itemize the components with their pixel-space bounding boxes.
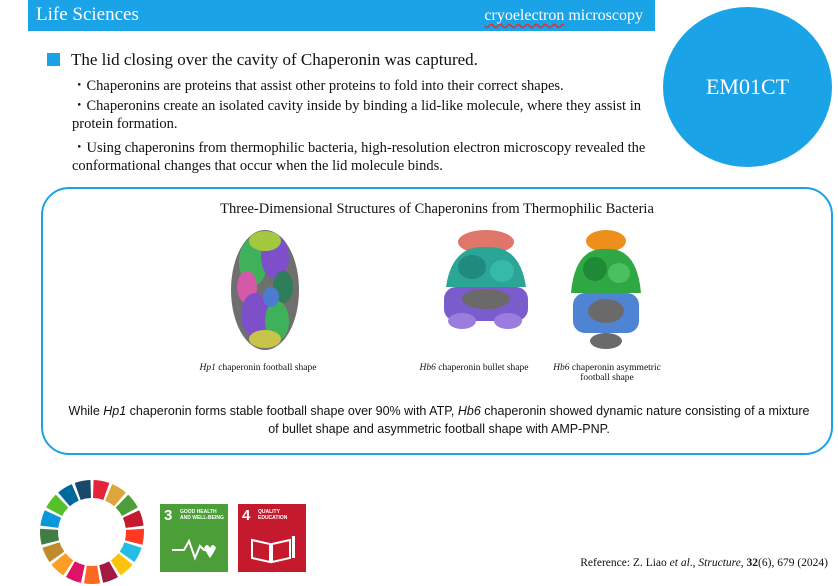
figure-title: Three-Dimensional Structures of Chaperonins from Thermophilic Bacteria: [220, 201, 654, 217]
sdg-wheel-segment: [84, 566, 100, 584]
sdg-wheel-segment: [125, 529, 144, 545]
reference-citation: Reference: Z. Liao et al., Structure, 32(6), 679 (2024): [580, 557, 828, 569]
header-bar: [28, 0, 655, 31]
sdg-wheel-segment: [40, 529, 59, 545]
code-badge-label: EM01CT: [705, 74, 790, 99]
header-category: Life Sciences: [36, 4, 139, 25]
hp1-football-structure-image: [225, 227, 305, 353]
figure-box: [41, 187, 833, 455]
header-field: cryoelectron microscopy: [484, 7, 643, 24]
sdg-wheel-icon: [39, 479, 145, 585]
bullet-item: ・Using chaperonins from thermophilic bacteria, high-resolution electron microscopy revealed the conformational changes that occur when the lid molecule binds.: [72, 140, 646, 174]
headline: The lid closing over the cavity of Chaperonin was captured.: [71, 50, 478, 69]
hb6-bullet-structure-image: [438, 229, 534, 337]
figure-caption: Hp1 chaperonin football shape: [199, 363, 317, 373]
figure-caption: Hb6 chaperonin asymmetric football shape: [553, 363, 661, 383]
figure-caption: Hb6 chaperonin bullet shape: [419, 363, 529, 373]
hb6-asymmetric-football-structure-image: [567, 229, 645, 351]
figure-note: While Hp1 chaperonin forms stable football shape over 90% with ATP, Hb6 chaperonin showed dynamic nature consisting of a mixture of bullet shape and asymmetric football shape with AMP-PNP.: [68, 404, 810, 436]
code-badge: [663, 7, 832, 167]
bullet-item: ・Chaperonins create an isolated cavity inside by binding a lid-like molecule, where they assist in protein formation.: [72, 98, 641, 132]
sdg-3-icon: 3 GOOD HEALTH AND WELL-BEING: [160, 504, 228, 572]
header-field-underlined: cryoelectron: [484, 7, 565, 24]
sdg-4-icon: 4 QUALITY EDUCATION: [238, 504, 306, 572]
headline-square-icon: [47, 53, 60, 66]
bullet-item: ・Chaperonins are proteins that assist other proteins to fold into their correct shapes.: [72, 78, 564, 94]
